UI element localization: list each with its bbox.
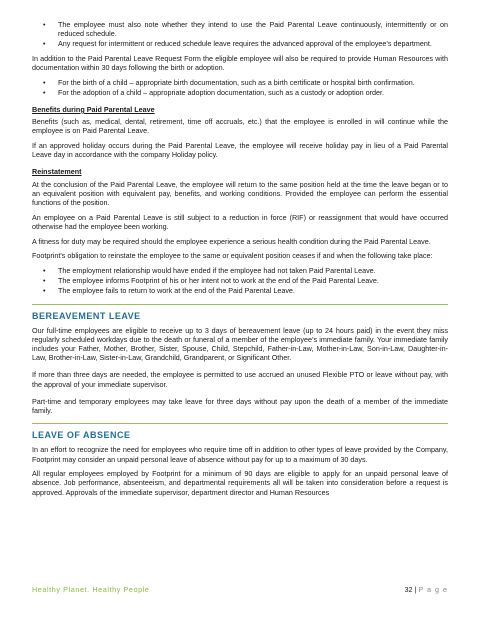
bereavement-title: BEREAVEMENT LEAVE <box>32 310 141 321</box>
benefits-paragraph: If an approved holiday occurs during the Paid Parental Leave, the employee will receive holiday pay in lieu of a Paid Parental Leave day in accordance with the company Holiday policy. <box>32 141 448 160</box>
page-number-block <box>404 585 448 594</box>
list-item-text: The employee informs Footprint of his or her intent not to work at the end of the Paid Parental Leave. <box>58 276 379 286</box>
bereavement-section <box>32 304 448 416</box>
reinstatement-paragraph: A fitness for duty may be required should the employee experience a serious health condition during the Paid Parental Leave. <box>32 236 431 246</box>
page-number: 32 <box>404 585 413 594</box>
footer-tagline: Healthy Planet. Healthy People <box>32 585 150 594</box>
reinstatement-paragraph: At the conclusion of the Paid Parental Leave, the employee will return to the same position held at the time the leave began or to an equivalent position with equivalent pay, benefits, and working conditions. Provided the employee can perform the essential functions of the position. <box>32 179 448 208</box>
page-label: P a g e <box>418 585 448 594</box>
list-item <box>43 266 448 276</box>
leave-of-absence-paragraph: In an effort to recognize the need for employees who require time off in addition to other types of leave provided by the Company, Footprint may consider an unpaid personal leave of absence without pay for up to a maximum of 30 days. <box>32 445 448 464</box>
documentation-bullet-list <box>32 78 448 97</box>
bullet-icon: • <box>43 266 46 276</box>
bereavement-paragraph: If more than three days are needed, the employee is permitted to use accrued an unused Flexible PTO or leave without pay, with the approval of your immediate supervisor. <box>32 370 448 389</box>
list-item-text: For the birth of a child – appropriate birth documentation, such as a birth certificate or hospital birth confirmation. <box>58 77 415 87</box>
page-content <box>32 20 448 502</box>
reinstatement-paragraph: Footprint's obligation to reinstate the employee to the same or equivalent position ceases if and when the following take place: <box>32 251 433 261</box>
bullet-icon: • <box>43 276 46 286</box>
list-item-text: For the adoption of a child – appropriate adoption documentation, such as a custody or adoption order. <box>58 87 385 97</box>
leave-of-absence-section <box>32 423 448 497</box>
list-item <box>43 276 448 286</box>
list-item-text: The employee must also note whether they intend to use the Paid Parental Leave continuously, intermittently or on reduced schedule. <box>58 20 448 39</box>
bullet-icon: • <box>43 39 46 49</box>
list-item <box>43 87 448 97</box>
list-item <box>43 286 448 296</box>
intro-bullet-list <box>32 20 448 49</box>
reinstatement-paragraph: An employee on a Paid Parental Leave is still subject to a reduction in force (RIF) or reassignment that would have occurred otherwise had the employee been working. <box>32 212 448 231</box>
leave-of-absence-paragraph: All regular employees employed by Footprint for a minimum of 90 days are eligible to apply for an unpaid personal leave of absence. Job performance, absenteeism, and departmental requirements all will be taken into consideration before a request is approved. Approvals of the immediate supervisor, department director and Human Resources <box>32 469 448 497</box>
page-separator: | <box>412 585 419 594</box>
bullet-icon: • <box>43 20 46 29</box>
bullet-icon: • <box>43 77 46 87</box>
list-item <box>43 77 448 87</box>
bereavement-paragraph: Part-time and temporary employees may take leave for three days without pay upon the death of a member of the immediate family. <box>32 396 448 416</box>
list-item-text: The employee fails to return to work at the end of the Paid Parental Leave. <box>58 286 295 296</box>
bullet-icon: • <box>43 286 46 296</box>
list-item <box>43 20 448 39</box>
list-item-text: Any request for intermittent or reduced schedule leave requires the advanced approval of the employee’s department. <box>58 39 432 49</box>
page-footer <box>32 585 448 597</box>
reinstatement-bullet-list <box>32 266 448 296</box>
list-item-text: The employment relationship would have ended if the employee had not taken Paid Parental Leave. <box>58 266 376 276</box>
bereavement-paragraph: Our full-time employees are eligible to receive up to 3 days of bereavement leave (up to 24 hours paid) in the event they miss regularly scheduled workdays due to the death or funeral of a member of the employee’s immediate family. Your immediate family includes your Father, Mother, Brother, Sister, Spouse, Child, Stepchild, Father-in-Law, Mother-in-Law, Son-in-Law, Daughter-in-Law, Brother-in-Law, Sister-in-Law, Grandchild, Grandparent, or Significant Other. <box>32 325 448 363</box>
bullet-icon: • <box>43 87 46 97</box>
reinstatement-heading: Reinstatement <box>32 167 82 177</box>
list-item <box>43 39 448 49</box>
documentation-paragraph: In addition to the Paid Parental Leave Request Form the eligible employee will also be required to provide Human Resources with documentation within 30 days following the birth or adoption. <box>32 53 448 72</box>
benefits-paragraph: Benefits (such as, medical, dental, retirement, time off accruals, etc.) that the employee is enrolled in will continue while the employee is on Paid Parental Leave. <box>32 117 448 136</box>
benefits-heading: Benefits during Paid Parental Leave <box>32 104 155 114</box>
leave-of-absence-title: LEAVE OF ABSENCE <box>32 430 131 441</box>
